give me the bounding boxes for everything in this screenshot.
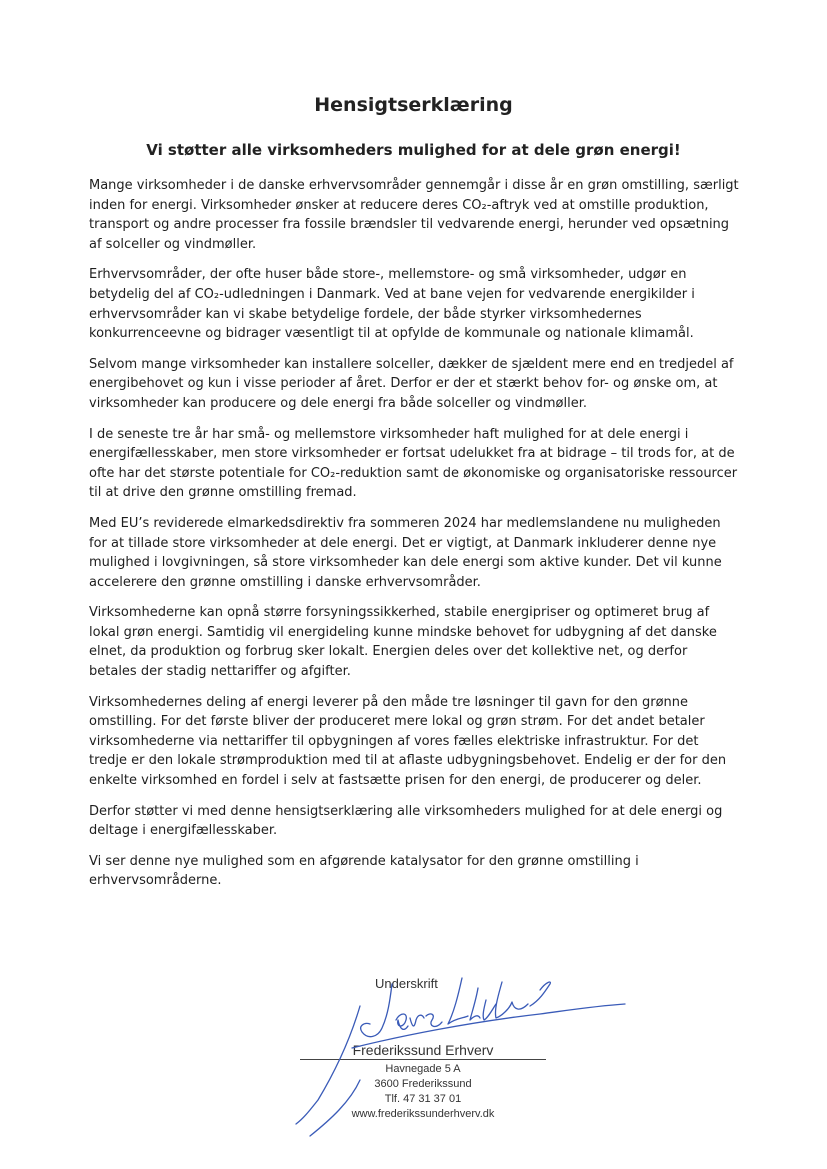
- stamp-city: 3600 Frederikssund: [374, 1078, 472, 1090]
- stamp-address: Havnegade 5 A: [385, 1063, 461, 1075]
- page-subtitle: Vi støtter alle virksomheders mulighed for at dele grøn energi!: [146, 141, 681, 159]
- stamp-phone: Tlf. 47 31 37 01: [384, 1093, 462, 1105]
- paragraph: I de seneste tre år har små- og mellemstore virksomheder haft mulighed for at dele energi i energifællesskaber, men store virksomheder er fortsat udelukket fra at bidrage – til trods for, at de ofte har det største potentiale for CO₂-reduktion samt de økonomiske og organisatoriske ressourcer til at drive den grønne omstilling fremad.: [89, 426, 738, 501]
- letter-body: [89, 176, 739, 902]
- paragraph: Virksomhederne kan opnå større forsyningssikkerhed, stabile energipriser og optimeret brug af lokal grøn energi. Samtidig vil energideling kunne mindske behovet for udbygning af det danske elnet, da produktion og forbrug sker lokalt. Energien deles over det kollektive net, og derfor betales der stadig nettariffer og afgifter.: [89, 605, 717, 680]
- stamp-organization: Frederikssund Erhverv: [300, 1042, 546, 1060]
- stamp-website: www.frederikssunderhverv.dk: [351, 1108, 495, 1120]
- handwritten-signature: [240, 960, 640, 1140]
- page-title: Hensigtserklæring: [314, 94, 513, 116]
- paragraph: Derfor støtter vi med denne hensigtserklæring alle virksomheders mulighed for at dele energi og deltage i energifællesskaber.: [89, 803, 723, 839]
- paragraph: Selvom mange virksomheder kan installere solceller, dækker de sjældent mere end en tredjedel af energibehovet og kun i visse perioder af året. Derfor er der et stærkt behov for- og ønske om, at virksomheder kan producere og dele energi fra både solceller og vindmøller.: [89, 356, 734, 411]
- paragraph: Erhvervsområder, der ofte huser både store-, mellemstore- og små virksomheder, udgør en betydelig del af CO₂-udledningen i Danmark. Ved at bane vejen for vedvarende energikilder i erhvervsområder kan vi skabe betydelige fordele, der både styrker virksomhedernes konkurrenceevne og bidrager væsentligt til at opfylde de kommunale og nationale klimamål.: [89, 267, 695, 342]
- paragraph: Mange virksomheder i de danske erhvervsområder gennemgår i disse år en grøn omstilling, særligt inden for energi. Virksomheder ønsker at reducere deres CO₂-aftryk ved at omstille produktion, transport og andre processer fra fossile brændsler til vedvarende energi, herunder ved opsætning af solceller og vindmøller.: [89, 178, 739, 252]
- signature-block: [240, 960, 640, 1140]
- paragraph: Vi ser denne nye mulighed som en afgørende katalysator for den grønne omstilling i erhvervsområderne.: [89, 853, 639, 889]
- paragraph: Virksomhedernes deling af energi leverer på den måde tre løsninger til gavn for den grønne omstilling. For det første bliver der produceret mere lokal og grøn strøm. For det andet betaler virksomhederne via nettariffer til opbygningen af vores fælles elektriske infrastruktur. For det tredje er den lokale strømproduktion med til at aflaste udbygningsbehovet. Endelig er der for den enkelte virksomhed en fordel i selv at fastsætte prisen for den energi, de producerer og deler.: [89, 694, 727, 789]
- paragraph: Med EU’s reviderede elmarkedsdirektiv fra sommeren 2024 har medlemslandene nu muligheden for at tillade store virksomheder at dele energi. Det er vigtigt, at Danmark inkluderer denne nye mulighed i lovgivningen, så store virksomheder kan dele energi som aktive kunder. Det vil kunne accelerere den grønne omstilling i danske erhvervsområder.: [89, 515, 722, 590]
- signature-label: Underskrift: [375, 976, 438, 991]
